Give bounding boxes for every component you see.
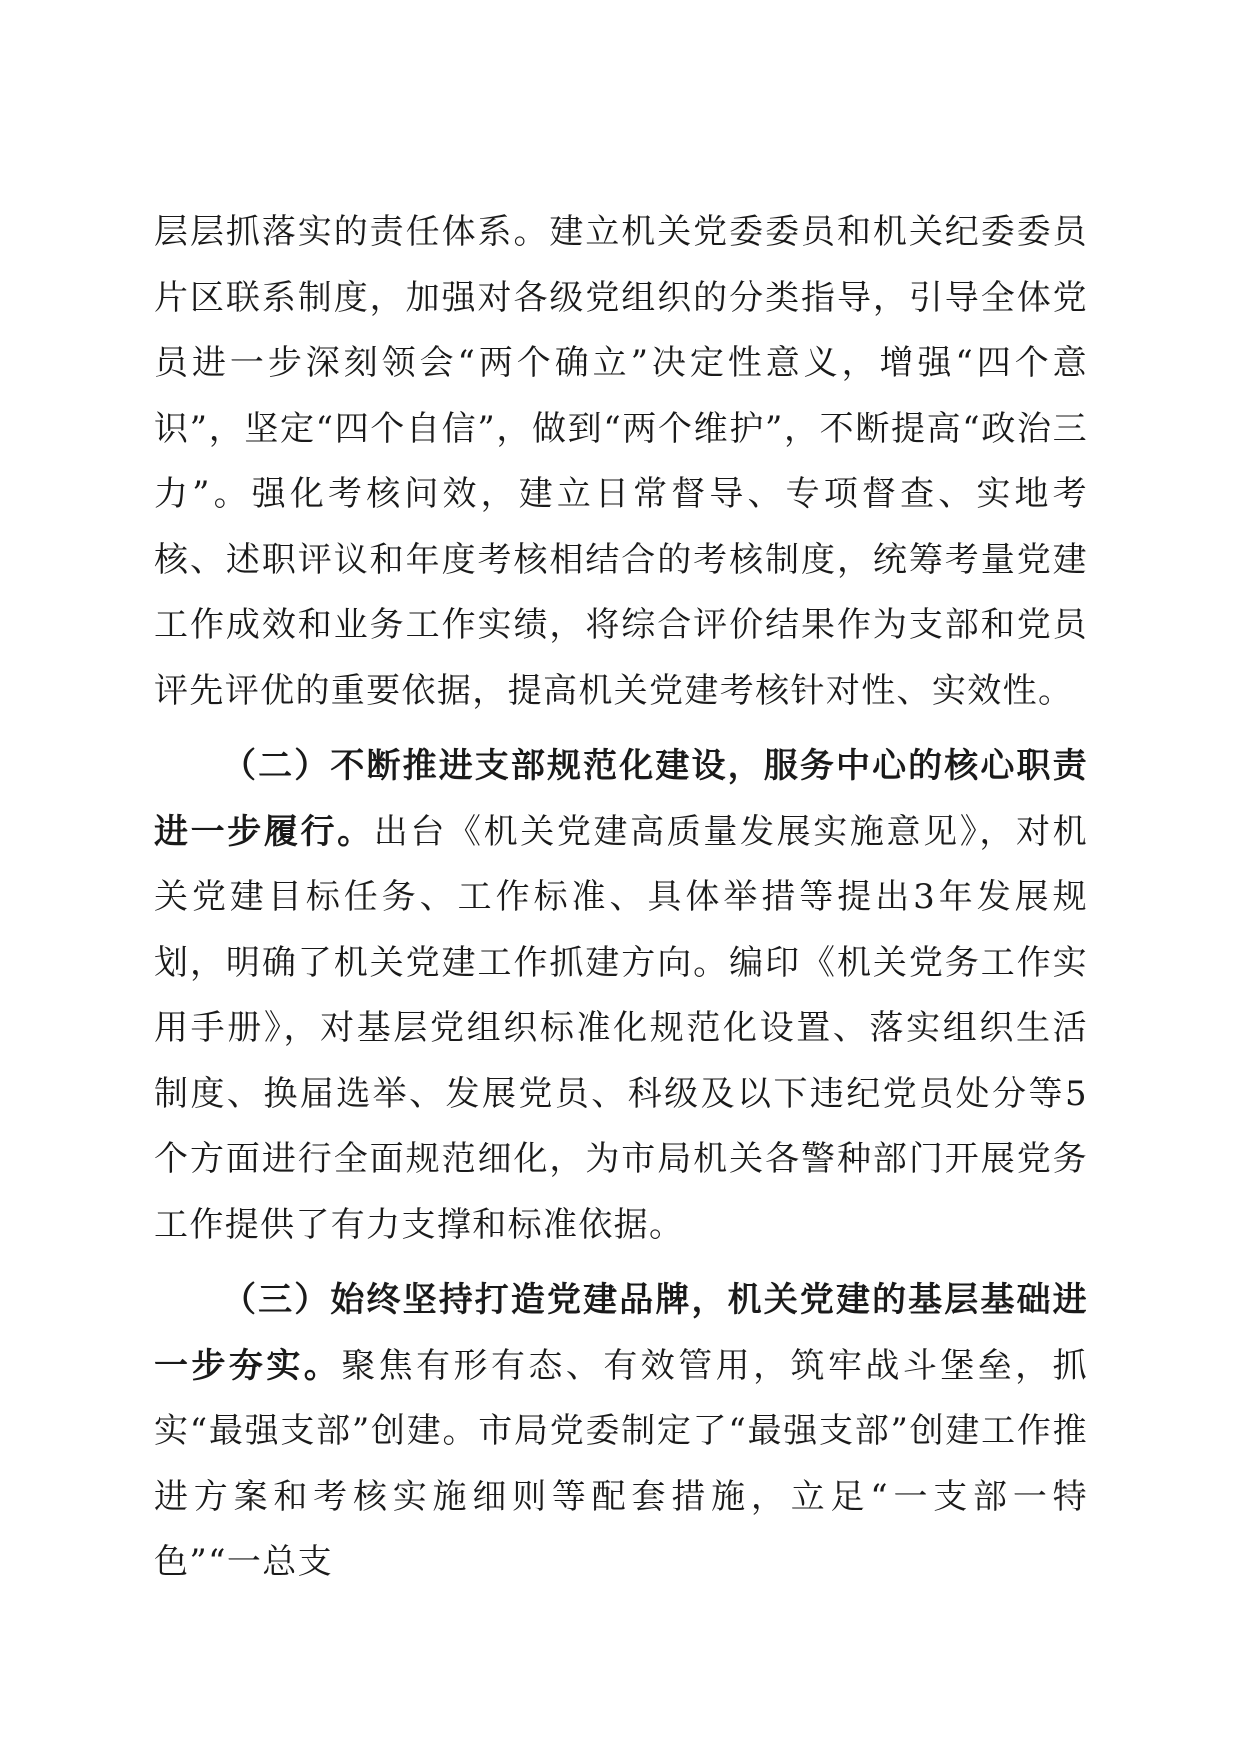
paragraph-2 <box>154 734 1088 1258</box>
paragraph-1-text: 层层抓落实的责任体系。建立机关党委委员和机关纪委委员片区联系制度，加强对各级党组织的分类指导，引导全体党员进一步深刻领会“两个确立”决定性意义，增强“四个意识”，坚定“四个自信”，做到“两个维护”，不断提高“政治三力”。强化考核问效，建立日常督导、专项督查、实地考核、述职评议和年度考核相结合的考核制度，统筹考量党建工作成效和业务工作实绩，将综合评价结果作为支部和党员评先评优的重要依据，提高机关党建考核针对性、实效性。 <box>154 212 1088 711</box>
section-3-heading: （三）始终坚持打造党建品牌，机关党建的基层基础进一步夯实。 <box>154 1280 1088 1386</box>
paragraph-2-text: 出台《机关党建高质量发展实施意见》，对机关党建目标任务、工作标准、具体举措等提出3年发展规划，明确了机关党建工作抓建方向。编印《机关党务工作实用手册》，对基层党组织标准化规范化设置、落实组织生活制度、换届选举、发展党员、科级及以下违纪党员处分等5个方面进行全面规范细化，为市局机关各警种部门开展党务工作提供了有力支撑和标准依据。 <box>154 811 1088 1245</box>
section-2-heading: （二）不断推进支部规范化建设，服务中心的核心职责进一步履行。 <box>154 746 1088 852</box>
paragraph-3 <box>154 1268 1088 1596</box>
paragraph-3-text: 聚焦有形有态、有效管用，筑牢战斗堡垒，抓实“最强支部”创建。市局党委制定了“最强支部”创建工作推进方案和考核实施细则等配套措施，立足“一支部一特色”“一总支 <box>154 1345 1088 1582</box>
document-page <box>154 200 1088 1596</box>
paragraph-1 <box>154 200 1088 724</box>
